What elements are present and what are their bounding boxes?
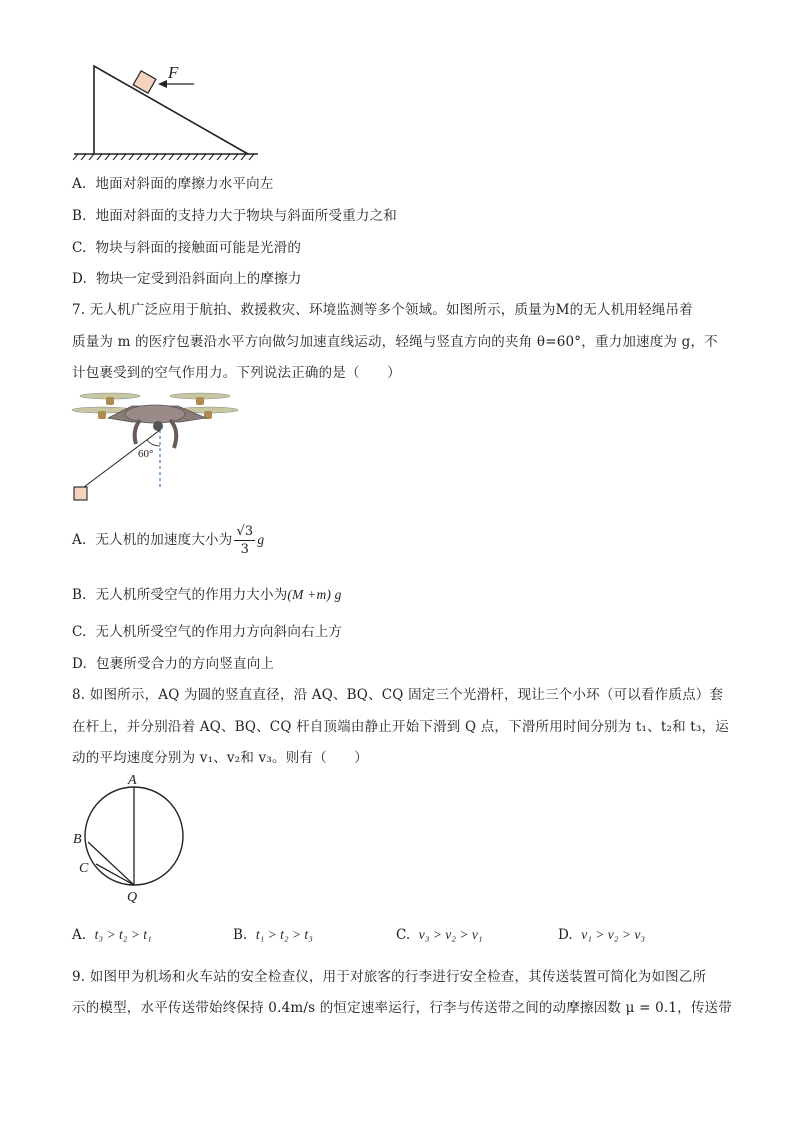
q6-option-b: B. 地面对斜面的支持力大于物块与斜面所受重力之和 xyxy=(72,208,398,224)
q7-stem-line-1: 7. 无人机广泛应用于航拍、救援救灾、环境监测等多个领域。如图所示，质量为M的无人机用轻绳吊着 xyxy=(72,302,693,318)
q6-option-d: D. 物块一定受到沿斜面向上的摩擦力 xyxy=(72,271,302,287)
drone-figure xyxy=(70,386,240,506)
q8-option-c: C. v₃ > v₂ > v₁ xyxy=(396,927,483,943)
sqrt3-over-3-fraction: $\frac{√3}{3}$ xyxy=(236,524,254,557)
q7-option-d: D. 包裹所受合力的方向竖直向上 xyxy=(72,656,275,672)
q8-stem-line-1: 8. 如图所示，AQ 为圆的竖直直径，沿 AQ、BQ、CQ 固定三个光滑杆，现让三个小环（可以看作质点）套 xyxy=(72,687,724,703)
q7-option-c: C. 无人机所受空气的作用力方向斜向右上方 xyxy=(72,624,343,640)
q7-option-b: B. 无人机所受空气的作用力大小为(M +m) g xyxy=(72,587,342,603)
incline-figure xyxy=(70,58,270,162)
point-c-label: C xyxy=(79,861,89,876)
q6-option-c: C. 物块与斜面的接触面可能是光滑的 xyxy=(72,240,302,256)
q7-stem-line-3: 计包裹受到的空气作用力。下列说法正确的是（ ） xyxy=(72,365,401,381)
force-label: F xyxy=(168,63,179,82)
q8-option-a: A. t₃ > t₂ > t₁ xyxy=(72,927,152,943)
point-b-label: B xyxy=(73,832,82,847)
circle-figure xyxy=(70,772,200,912)
point-q-label: Q xyxy=(127,890,138,905)
q8-option-d: D. v₁ > v₂ > v₃ xyxy=(558,927,646,943)
q7-option-a: A. 无人机的加速度大小为 $\frac{√3}{3}$ g xyxy=(72,524,265,557)
q8-option-b: B. t₁ > t₂ > t₃ xyxy=(233,927,313,943)
q7-stem-line-2: 质量为 m 的医疗包裹沿水平方向做匀加速直线运动，轻绳与竖直方向的夹角 θ=60°，重力加速度为 g，不 xyxy=(72,334,718,350)
angle-label: 60° xyxy=(138,448,154,460)
q8-stem-line-2: 在杆上，并分别沿着 AQ、BQ、CQ 杆自顶端由静止开始下滑到 Q 点，下滑所用时间分别为 t₁、t₂和 t₃，运 xyxy=(72,719,729,735)
q9-stem-line-1: 9. 如图甲为机场和火车站的安全检查仪，用于对旅客的行李进行安全检查，其传送装置可简化为如图乙所 xyxy=(72,969,707,985)
q9-stem-line-2: 示的模型，水平传送带始终保持 0.4m/s 的恒定速率运行，行李与传送带之间的动摩擦因数 μ = 0.1，传送带 xyxy=(72,1000,732,1016)
point-a-label: A xyxy=(128,773,137,788)
q6-option-a: A. 地面对斜面的摩擦力水平向左 xyxy=(72,176,274,192)
q8-stem-line-3: 动的平均速度分别为 v₁、v₂和 v₃。则有（ ） xyxy=(72,750,368,766)
